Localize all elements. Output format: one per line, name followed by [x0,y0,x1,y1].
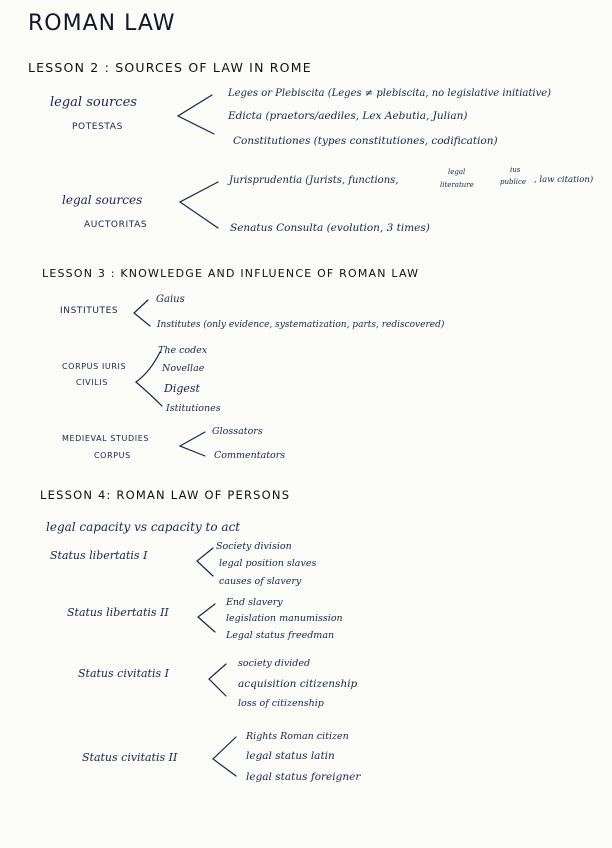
status4-item-3: legal status foreigner [246,771,361,783]
corpus-label-line1: CORPUS IURIS [62,362,127,371]
institutes-item-2: Institutes (only evidence, systematization, parts, rediscovered) [157,320,445,330]
potestas-bracket [178,95,214,134]
status3-bracket [209,664,226,696]
auctoritas-bracket [180,182,218,228]
institutes-item-1: Gaius [156,294,185,305]
status4-bracket [213,737,236,776]
medieval-label-line2: CORPUS [94,451,131,460]
auctoritas-note-publice: publice [500,178,527,186]
corpus-item-digest: Digest [164,382,200,395]
medieval-item-commentators: Commentators [214,450,286,461]
auctoritas-note-legal: legal [448,168,466,176]
status4-item-1: Rights Roman citizen [246,731,349,742]
lesson3-heading: LESSON 3 : KNOWLEDGE AND INFLUENCE OF ROMAN LAW [42,267,420,280]
status3-item-2: acquisition citizenship [238,678,358,690]
auctoritas-label-line1: legal sources [62,193,143,207]
institutes-bracket [134,300,150,326]
medieval-label-line1: MEDIEVAL STUDIES [62,434,150,443]
potestas-label-line2: POTESTAS [72,122,123,132]
potestas-item-2: Edicta (praetors/aediles, Lex Aebutia, Julian) [228,110,468,122]
corpus-item-codex: The codex [158,345,208,356]
auctoritas-item-2: Senatus Consulta (evolution, 3 times) [230,222,430,234]
status4-item-2: legal status latin [246,750,335,762]
institutes-label: INSTITUTES [60,306,119,316]
auctoritas-label-line2: AUCTORITAS [84,220,148,230]
potestas-item-1: Leges or Plebiscita (Leges ≠ plebiscita, no legislative initiative) [228,88,552,99]
status4-label: Status civitatis II [82,751,178,764]
status3-item-3: loss of citizenship [238,698,324,709]
status2-bracket [198,604,215,632]
status3-label: Status civitatis I [78,667,169,680]
auctoritas-note-ius: ius [510,166,521,174]
auctoritas-item-1: Jurisprudentia (Jurists, functions, [229,175,399,186]
status1-item-3: causes of slavery [219,576,302,587]
status2-label: Status libertatis II [67,606,169,619]
corpus-item-istitutiones: Istitutiones [166,403,221,414]
status1-label: Status libertatis I [50,549,148,562]
potestas-label-line1: legal sources [50,95,137,110]
capacity-line: legal capacity vs capacity to act [46,520,241,534]
lesson4-heading: LESSON 4: ROMAN LAW OF PERSONS [40,488,291,502]
status1-bracket [197,548,213,576]
auctoritas-law-citation: , law citation) [534,175,594,185]
status1-item-2: legal position slaves [219,558,317,569]
status2-item-2: legislation manumission [226,613,343,624]
status2-item-3: Legal status freedman [226,630,335,641]
status3-item-1: society divided [238,658,311,669]
corpus-label-line2: CIVILIS [76,378,108,387]
status2-item-1: End slavery [226,597,283,608]
corpus-item-novellae: Novellae [162,363,205,374]
corpus-bracket [136,352,162,406]
lesson2-heading: LESSON 2 : SOURCES OF LAW IN ROME [28,60,312,75]
page-title: ROMAN LAW [28,11,176,36]
potestas-item-3: Constitutiones (types constitutiones, codification) [233,135,498,147]
auctoritas-note-literature: literature [440,181,474,189]
medieval-bracket [180,432,205,456]
status1-item-1: Society division [216,541,292,552]
medieval-item-glossators: Glossators [212,426,263,437]
